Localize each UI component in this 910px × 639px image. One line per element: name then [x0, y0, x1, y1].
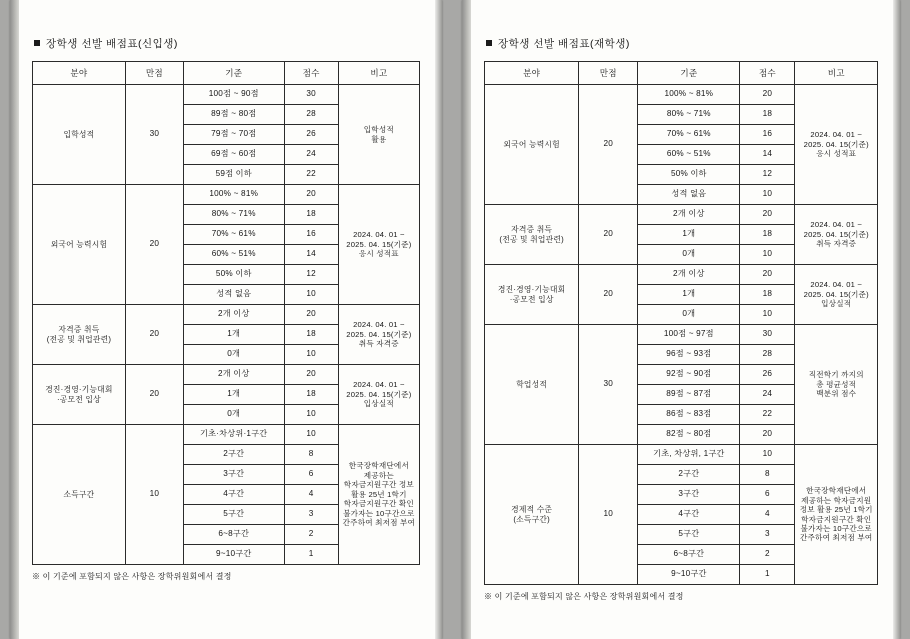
cell-points: 10 [284, 405, 338, 425]
cell-points: 20 [740, 85, 795, 105]
cell-criteria: 0개 [638, 305, 740, 325]
col-header-note: 비고 [795, 62, 878, 85]
cell-points: 18 [740, 225, 795, 245]
cell-criteria: 100점 ~ 90점 [183, 85, 284, 105]
cell-area: 경진·경영·기능대회 ·공모전 입상 [33, 365, 126, 425]
cell-criteria: 0개 [183, 345, 284, 365]
scholarship-table-enrolled [484, 61, 878, 585]
cell-criteria: 89점 ~ 80점 [183, 105, 284, 125]
cell-points: 3 [284, 505, 338, 525]
cell-points: 20 [284, 185, 338, 205]
cell-max-score: 20 [579, 85, 638, 205]
cell-points: 1 [284, 545, 338, 565]
cell-area: 경진·경영·기능대회 ·공모전 입상 [485, 265, 579, 325]
cell-criteria: 기초·차상위·1구간 [183, 425, 284, 445]
cell-note: 2024. 04. 01 ~ 2025. 04. 15(기준) 입상실적 [338, 365, 419, 425]
cell-points: 16 [284, 225, 338, 245]
cell-points: 6 [740, 485, 795, 505]
col-header-points: 점수 [284, 62, 338, 85]
table-row [33, 85, 420, 105]
col-header-note: 비고 [338, 62, 419, 85]
cell-points: 24 [284, 145, 338, 165]
cell-note: 입학성적 활용 [338, 85, 419, 185]
cell-points: 6 [284, 465, 338, 485]
cell-points: 2 [740, 545, 795, 565]
cell-criteria: 100% ~ 81% [183, 185, 284, 205]
table-header-row [485, 62, 878, 85]
cell-criteria: 3구간 [183, 465, 284, 485]
cell-criteria: 2구간 [638, 465, 740, 485]
page-left [10, 0, 442, 639]
scholarship-table-freshman [32, 61, 420, 565]
cell-criteria: 96점 ~ 93점 [638, 345, 740, 365]
cell-points: 10 [740, 185, 795, 205]
cell-criteria: 1개 [638, 285, 740, 305]
cell-points: 20 [740, 205, 795, 225]
cell-criteria: 4구간 [638, 505, 740, 525]
cell-area: 자격증 취득 (전공 및 취업관련) [485, 205, 579, 265]
cell-criteria: 9~10구간 [183, 545, 284, 565]
cell-criteria: 1개 [183, 325, 284, 345]
cell-note: 2024. 04. 01 ~ 2025. 04. 15(기준) 취득 자격증 [338, 305, 419, 365]
cell-note: 2024. 04. 01 ~ 2025. 04. 15(기준) 응시 성적표 [795, 85, 878, 205]
cell-max-score: 10 [125, 425, 183, 565]
page-title-left [34, 36, 420, 51]
page-title-right [486, 36, 878, 51]
table-row [33, 185, 420, 205]
cell-points: 8 [740, 465, 795, 485]
cell-criteria: 1개 [638, 225, 740, 245]
cell-criteria: 5구간 [183, 505, 284, 525]
cell-points: 3 [740, 525, 795, 545]
cell-points: 10 [284, 345, 338, 365]
cell-criteria: 3구간 [638, 485, 740, 505]
cell-area: 소득구간 [33, 425, 126, 565]
cell-points: 14 [284, 245, 338, 265]
cell-criteria: 50% 이하 [638, 165, 740, 185]
cell-criteria: 성적 없음 [638, 185, 740, 205]
square-bullet-icon [34, 40, 40, 46]
cell-criteria: 4구간 [183, 485, 284, 505]
cell-points: 1 [740, 565, 795, 585]
cell-criteria: 89점 ~ 87점 [638, 385, 740, 405]
cell-max-score: 30 [125, 85, 183, 185]
cell-points: 18 [740, 105, 795, 125]
cell-criteria: 86점 ~ 83점 [638, 405, 740, 425]
cell-points: 30 [740, 325, 795, 345]
cell-criteria: 50% 이하 [183, 265, 284, 285]
cell-criteria: 69점 ~ 60점 [183, 145, 284, 165]
cell-criteria: 70% ~ 61% [183, 225, 284, 245]
table-row [485, 325, 878, 345]
cell-points: 20 [740, 265, 795, 285]
cell-points: 26 [740, 365, 795, 385]
cell-criteria: 80% ~ 71% [183, 205, 284, 225]
cell-points: 18 [284, 325, 338, 345]
col-header-area: 분야 [485, 62, 579, 85]
cell-points: 10 [284, 285, 338, 305]
cell-note: 한국장학재단에서 제공하는 학자금지원구간 정보 활용 25년 1학기 학자금지원구간 확인 불가자는 10구간으로 간주하여 최저점 부여 [338, 425, 419, 565]
cell-area: 자격증 취득 (전공 및 취업관련) [33, 305, 126, 365]
col-header-criteria: 기준 [638, 62, 740, 85]
cell-points: 18 [740, 285, 795, 305]
cell-criteria: 92점 ~ 90점 [638, 365, 740, 385]
cell-criteria: 59점 이하 [183, 165, 284, 185]
cell-max-score: 20 [579, 205, 638, 265]
cell-max-score: 20 [125, 305, 183, 365]
cell-note: 2024. 04. 01 ~ 2025. 04. 15(기준) 취득 자격증 [795, 205, 878, 265]
cell-note: 2024. 04. 01 ~ 2025. 04. 15(기준) 입상실적 [795, 265, 878, 325]
page-title-right-text: 장학생 선발 배점표(재학생) [498, 38, 630, 50]
cell-criteria: 1개 [183, 385, 284, 405]
cell-criteria: 2구간 [183, 445, 284, 465]
table-row [485, 205, 878, 225]
cell-note: 한국장학재단에서 제공하는 학자금지원 정보 활용 25년 1학기 학자금지원구간 확인 불가자는 10구간으로 간주하여 최저점 부여 [795, 445, 878, 585]
cell-points: 24 [740, 385, 795, 405]
col-header-max: 만점 [125, 62, 183, 85]
cell-criteria: 6~8구간 [638, 545, 740, 565]
cell-max-score: 30 [579, 325, 638, 445]
square-bullet-icon [486, 40, 492, 46]
cell-criteria: 0개 [638, 245, 740, 265]
cell-max-score: 20 [579, 265, 638, 325]
cell-criteria: 0개 [183, 405, 284, 425]
cell-criteria: 79점 ~ 70점 [183, 125, 284, 145]
cell-points: 10 [284, 425, 338, 445]
cell-points: 22 [284, 165, 338, 185]
cell-max-score: 20 [125, 185, 183, 305]
cell-points: 12 [740, 165, 795, 185]
page-title-left-text: 장학생 선발 배점표(신입생) [46, 38, 178, 50]
cell-points: 18 [284, 205, 338, 225]
cell-criteria: 6~8구간 [183, 525, 284, 545]
cell-criteria: 100점 ~ 97점 [638, 325, 740, 345]
cell-criteria: 2개 이상 [183, 305, 284, 325]
cell-points: 30 [284, 85, 338, 105]
cell-criteria: 2개 이상 [183, 365, 284, 385]
table-row [33, 425, 420, 445]
col-header-criteria: 기준 [183, 62, 284, 85]
cell-area: 입학성적 [33, 85, 126, 185]
cell-max-score: 10 [579, 445, 638, 585]
cell-criteria: 60% ~ 51% [638, 145, 740, 165]
page-right-edge-light [893, 0, 900, 639]
footnote-left: ※ 이 기준에 포함되지 않은 사항은 장학위원회에서 결정 [32, 572, 232, 581]
table-row [33, 305, 420, 325]
cell-criteria: 9~10구간 [638, 565, 740, 585]
cell-points: 26 [284, 125, 338, 145]
cell-points: 20 [740, 425, 795, 445]
cell-points: 28 [284, 105, 338, 125]
cell-points: 8 [284, 445, 338, 465]
cell-area: 외국어 능력시험 [485, 85, 579, 205]
cell-criteria: 성적 없음 [183, 285, 284, 305]
cell-points: 4 [740, 505, 795, 525]
table-header-row [33, 62, 420, 85]
cell-criteria: 70% ~ 61% [638, 125, 740, 145]
cell-note: 2024. 04. 01 ~ 2025. 04. 15(기준) 응시 성적표 [338, 185, 419, 305]
cell-criteria: 2개 이상 [638, 205, 740, 225]
cell-points: 2 [284, 525, 338, 545]
cell-points: 18 [284, 385, 338, 405]
table-row [33, 365, 420, 385]
cell-points: 20 [284, 305, 338, 325]
cell-points: 28 [740, 345, 795, 365]
cell-points: 10 [740, 305, 795, 325]
cell-area: 학업성적 [485, 325, 579, 445]
cell-criteria: 기초, 차상위, 1구간 [638, 445, 740, 465]
cell-area: 외국어 능력시험 [33, 185, 126, 305]
cell-criteria: 82점 ~ 80점 [638, 425, 740, 445]
cell-points: 10 [740, 445, 795, 465]
cell-area: 경제적 수준 (소득구간) [485, 445, 579, 585]
footnote-right: ※ 이 기준에 포함되지 않은 사항은 장학위원회에서 결정 [484, 592, 684, 601]
cell-points: 20 [284, 365, 338, 385]
col-header-max: 만점 [579, 62, 638, 85]
cell-max-score: 20 [125, 365, 183, 425]
col-header-area: 분야 [33, 62, 126, 85]
cell-criteria: 100% ~ 81% [638, 85, 740, 105]
cell-points: 16 [740, 125, 795, 145]
col-header-points: 점수 [740, 62, 795, 85]
page-left-edge-light [435, 0, 442, 639]
cell-criteria: 60% ~ 51% [183, 245, 284, 265]
cell-criteria: 80% ~ 71% [638, 105, 740, 125]
cell-points: 10 [740, 245, 795, 265]
cell-points: 12 [284, 265, 338, 285]
table-row [485, 445, 878, 465]
cell-points: 4 [284, 485, 338, 505]
cell-criteria: 2개 이상 [638, 265, 740, 285]
table-row [485, 85, 878, 105]
table-row [485, 265, 878, 285]
cell-criteria: 5구간 [638, 525, 740, 545]
cell-points: 14 [740, 145, 795, 165]
page-right [462, 0, 900, 639]
cell-points: 22 [740, 405, 795, 425]
cell-note: 직전학기 까지의 총 평균성적 백분위 점수 [795, 325, 878, 445]
